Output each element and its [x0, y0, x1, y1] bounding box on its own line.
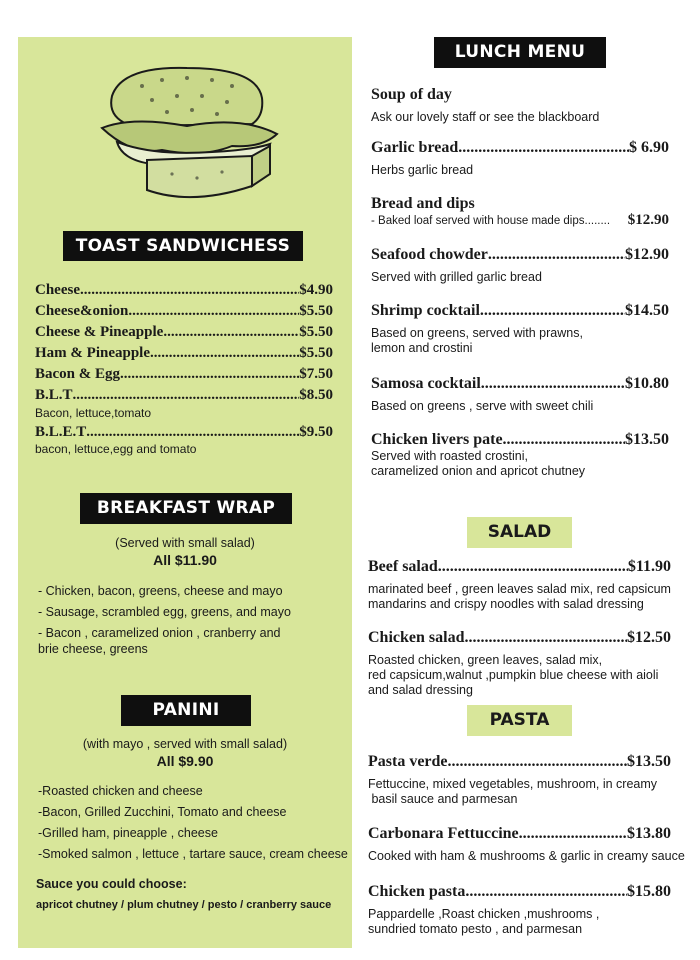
toast-item: [35, 324, 333, 341]
menu-item-desc: Cooked with ham & mushrooms & garlic in creamy sauce: [368, 849, 685, 863]
toast-item: [35, 387, 333, 404]
menu-item-price: $13.50: [625, 431, 669, 448]
menu-item: [368, 825, 671, 843]
menu-item: [368, 883, 671, 901]
toast-item: [35, 424, 333, 441]
toast-item-price: $5.50: [299, 345, 333, 361]
toast-sandwiches-banner: [63, 231, 303, 261]
menu-item-price: $14.50: [625, 302, 669, 319]
pasta-banner: [467, 705, 572, 736]
menu-item-desc: Roasted chicken, green leaves, salad mix, red capsicum,walnut ,pumpkin blue cheese with aioli and salad dressing: [368, 653, 659, 697]
menu-item-price: $11.90: [627, 558, 671, 575]
pasta-title: PASTA: [489, 710, 550, 730]
panini-option: -Smoked salmon , lettuce , tartare sauce, cream cheese: [38, 847, 348, 861]
toast-item: [35, 345, 333, 362]
toast-item-name: Cheese&onion: [35, 303, 129, 319]
toast-item: [35, 366, 333, 383]
menu-item-price: $12.90: [627, 212, 669, 228]
panini-note: (with mayo , served with small salad): [82, 737, 288, 751]
menu-item-desc: Based on greens, served with prawns, lemon and crostini: [371, 326, 583, 355]
menu-item-price: $13.80: [627, 825, 671, 842]
menu-item-desc: Ask our lovely staff or see the blackboard: [371, 110, 600, 124]
menu-item-desc: Served with grilled garlic bread: [371, 270, 542, 284]
menu-item: [371, 431, 669, 449]
toast-item-name: Bacon & Egg: [35, 366, 121, 382]
panini-option: -Bacon, Grilled Zucchini, Tomato and cheese: [38, 805, 287, 819]
sandwich-illustration: [92, 56, 282, 212]
panini-price: All $9.90: [156, 753, 214, 769]
menu-item-desc: Pappardelle ,Roast chicken ,mushrooms , sundried tomato pesto , and parmesan: [368, 907, 600, 936]
menu-item: [371, 246, 669, 264]
menu-item-desc: marinated beef , green leaves salad mix, red capsicum mandarins and crispy noodles with salad dressing: [368, 582, 671, 611]
menu-item-desc: Herbs garlic bread: [371, 163, 474, 177]
toast-item-price: $5.50: [299, 324, 333, 340]
menu-item-name: Chicken salad: [368, 629, 465, 646]
toast-item-name: B.L.E.T: [35, 424, 87, 440]
panini-banner: [121, 695, 251, 726]
lunch-menu-banner: [434, 37, 606, 68]
menu-item-price: $10.80: [625, 375, 669, 392]
panini-option: -Roasted chicken and cheese: [38, 784, 203, 798]
menu-item: [371, 302, 669, 320]
breakfast-wrap-banner: [80, 493, 292, 524]
menu-item-name: Beef salad: [368, 558, 438, 575]
sauce-heading: Sauce you could choose:: [36, 877, 187, 891]
menu-item-name: Soup of day: [371, 86, 452, 103]
menu-item-name: Carbonara Fettuccine: [368, 825, 519, 842]
sauce-list: apricot chutney / plum chutney / pesto / cranberry sauce: [36, 899, 332, 911]
menu-item-desc: Served with roasted crostini, caramelized onion and apricot chutney: [371, 449, 586, 478]
toast-item-desc: Bacon, lettuce,tomato: [35, 406, 152, 420]
menu-item-name: Samosa cocktail: [371, 375, 481, 392]
menu-item-name: Chicken pasta: [368, 883, 466, 900]
toast-item-price: $9.50: [299, 424, 333, 440]
menu-item-desc: - Baked loaf served with house made dips........: [371, 215, 611, 227]
menu-item-name: Bread and dips: [371, 195, 475, 212]
toast-item-desc: bacon, lettuce,egg and tomato: [35, 442, 197, 456]
menu-item-name: Chicken livers pate: [371, 431, 503, 448]
salad-title: SALAD: [487, 522, 552, 542]
menu-item-price: $15.80: [627, 883, 671, 900]
lunch-menu-title: LUNCH MENU: [454, 42, 586, 62]
menu-item-name: Garlic bread: [371, 139, 459, 156]
panini-title: PANINI: [152, 700, 220, 720]
toast-item-price: $7.50: [299, 366, 333, 382]
breakfast-note: (Served with small salad): [115, 536, 255, 550]
breakfast-option: - Chicken, bacon, greens, cheese and mayo: [38, 584, 283, 598]
toast-item-name: Cheese & Pineapple: [35, 324, 164, 340]
menu-item: [368, 558, 671, 576]
toast-item-price: $4.90: [299, 282, 333, 298]
menu-item-name: Shrimp cocktail: [371, 302, 480, 319]
toast-item: [35, 303, 333, 320]
menu-item-desc: Fettuccine, mixed vegetables, mushroom, in creamy basil sauce and parmesan: [368, 777, 658, 806]
breakfast-option: - Bacon , caramelized onion , cranberry and brie cheese, greens: [38, 626, 281, 656]
menu-item-price: $ 6.90: [629, 139, 669, 156]
toast-item: [35, 282, 333, 299]
menu-item: [371, 139, 669, 157]
breakfast-option: - Sausage, scrambled egg, greens, and mayo: [38, 605, 291, 619]
breakfast-wrap-title: BREAKFAST WRAP: [96, 498, 276, 518]
toast-item-price: $8.50: [299, 387, 333, 403]
menu-item-price: $12.90: [625, 246, 669, 263]
menu-item: [368, 753, 671, 771]
menu-item: [368, 629, 671, 647]
menu-item-price: $13.50: [627, 753, 671, 770]
panini-option: -Grilled ham, pineapple , cheese: [38, 826, 218, 840]
menu-item: [371, 212, 669, 230]
toast-item-name: Cheese: [35, 282, 80, 298]
toast-item-name: B.L.T: [35, 387, 73, 403]
salad-banner: [467, 517, 572, 548]
menu-item: [371, 375, 669, 393]
toast-item-price: $5.50: [299, 303, 333, 319]
toast-sandwiches-title: TOAST SANDWICHESS: [75, 236, 291, 256]
breakfast-price: All $11.90: [153, 552, 217, 568]
menu-item-name: Pasta verde: [368, 753, 448, 770]
menu-item-desc: Based on greens , serve with sweet chili: [371, 399, 594, 413]
menu-item-name: Seafood chowder: [371, 246, 488, 263]
menu-item-price: $12.50: [627, 629, 671, 646]
toast-item-name: Ham & Pineapple: [35, 345, 150, 361]
